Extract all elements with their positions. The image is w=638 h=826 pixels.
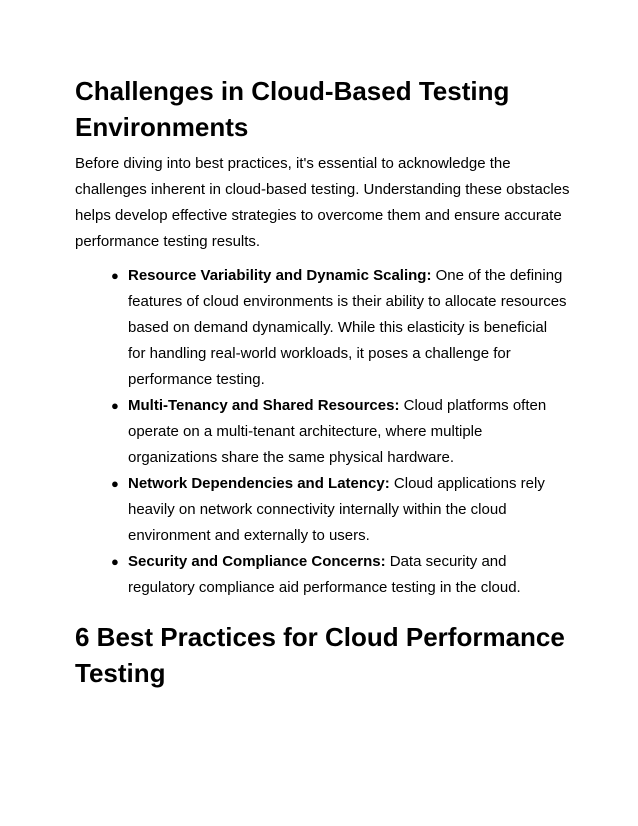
list-item xyxy=(111,471,568,549)
list-item-title: Resource Variability and Dynamic Scaling: xyxy=(128,267,432,284)
list-item-text: Cloud platforms often operate on a multi-tenant architecture, where multiple organizations share the same physical hardware. xyxy=(128,397,547,466)
section-heading-challenges: Challenges in Cloud-Based Testing Environments xyxy=(75,76,510,142)
bullet-icon: ● xyxy=(111,398,119,413)
list-item-title: Security and Compliance Concerns: xyxy=(128,553,386,570)
list-item xyxy=(111,393,568,471)
list-item-text: Cloud applications rely heavily on network connectivity internally within the cloud environment and externally to users. xyxy=(128,475,545,544)
bullet-icon: ● xyxy=(111,554,119,569)
list-item-text: Data security and regulatory compliance aid performance testing in the cloud. xyxy=(128,553,521,596)
list-item xyxy=(111,263,568,393)
list-item-title: Network Dependencies and Latency: xyxy=(128,475,390,492)
intro-paragraph: Before diving into best practices, it's essential to acknowledge the challenges inherent in cloud-based testing. Understanding these obstacles helps develop effective strategies to overcome them and ensure accurate performance testing results. xyxy=(75,155,570,250)
bullet-icon: ● xyxy=(111,268,119,283)
list-item xyxy=(111,549,568,601)
bullet-icon: ● xyxy=(111,476,119,491)
challenges-list xyxy=(111,263,568,601)
section-heading-best-practices: 6 Best Practices for Cloud Performance Testing xyxy=(75,622,565,688)
list-item-text: One of the defining features of cloud environments is their ability to allocate resources based on demand dynamically. While this elasticity is beneficial for handling real-world workloads, it poses a challenge for performance testing. xyxy=(128,267,567,388)
list-item-title: Multi-Tenancy and Shared Resources: xyxy=(128,397,400,414)
